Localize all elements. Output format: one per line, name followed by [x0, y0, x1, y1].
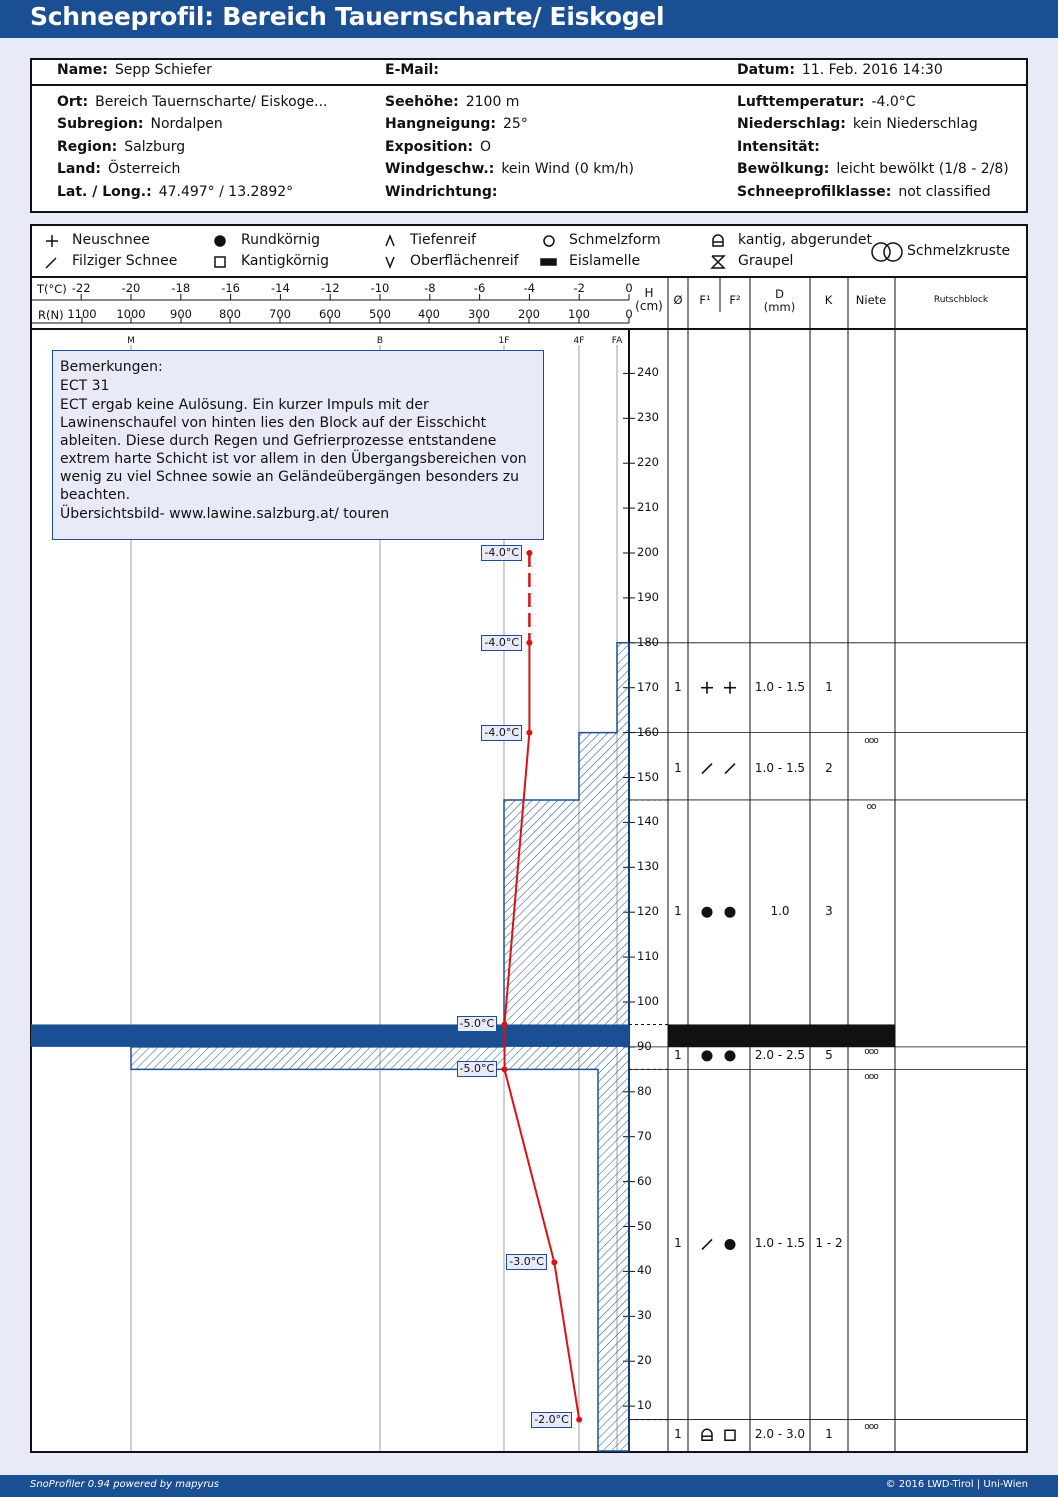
hand-tick-label: B	[376, 336, 384, 346]
filziger-icon	[702, 1239, 712, 1249]
subregion-field: Subregion: Nordalpen	[57, 116, 223, 132]
remarks-line1: ECT 31	[60, 378, 110, 394]
legend-oberflaechenreif: Oberflächenreif	[410, 253, 519, 269]
bewoelkung-field: Bewölkung: leicht bewölkt (1/8 - 2/8)	[737, 161, 1009, 177]
col-d-unit: (mm)	[763, 300, 796, 314]
hand-tick-label: 1F	[498, 336, 510, 346]
name-field: Name: Sepp Schiefer	[57, 62, 212, 78]
layer-d: 1.0	[770, 904, 790, 919]
temperature-point	[502, 1066, 508, 1072]
temperature-point	[526, 730, 532, 736]
layer-d: 1.0 - 1.5	[754, 679, 806, 694]
t-tick-label: -8	[424, 281, 436, 295]
r-tick-label: 800	[219, 307, 241, 321]
kantigkoernig-icon	[725, 1430, 735, 1440]
remarks-line3: Übersichtsbild- www.lawine.salzburg.at/ touren	[60, 506, 390, 522]
t-tick-label: -22	[71, 281, 91, 295]
rundkoernig-icon	[725, 1239, 736, 1250]
layer-d: 2.0 - 3.0	[754, 1427, 806, 1442]
legend-schmelzkruste: Schmelzkruste	[907, 243, 1011, 259]
legend-neuschnee: Neuschnee	[72, 232, 150, 248]
t-axis-label: T(°C)	[37, 282, 67, 296]
h-tick-label: 70	[637, 1128, 652, 1143]
windgeschw-field: Windgeschw.: kein Wind (0 km/h)	[385, 161, 634, 177]
remarks-box	[52, 350, 544, 540]
h-tick-label: 50	[637, 1218, 652, 1233]
h-tick-label: 180	[637, 634, 659, 649]
page-title: Schneeprofil: Bereich Tauernscharte/ Eiskogel	[30, 2, 665, 31]
temperature-label: -4.0°C	[481, 725, 522, 741]
h-tick-label: 230	[637, 410, 659, 425]
legend-eislamelle: Eislamelle	[569, 253, 641, 269]
region-field: Region: Salzburg	[57, 139, 186, 155]
remarks-title: Bemerkungen:	[60, 359, 163, 375]
r-tick-label: 200	[518, 307, 540, 321]
layer-d: 2.0 - 2.5	[754, 1047, 806, 1062]
temperature-point	[576, 1417, 582, 1423]
h-tick-label: 240	[637, 365, 659, 380]
hangneigung-field: Hangneigung: 25°	[385, 116, 528, 132]
eislamelle-icon	[541, 259, 556, 265]
filziger-icon	[46, 258, 56, 268]
footer-right: © 2016 LWD-Tirol | Uni-Wien	[885, 1479, 1028, 1490]
h-tick-label: 160	[637, 724, 659, 739]
layer-oe: 1	[674, 1047, 682, 1062]
oberflaechenreif-icon	[386, 257, 394, 267]
lufttemperatur-field: Lufttemperatur: -4.0°C	[737, 94, 916, 110]
col-niete-header: Niete	[855, 293, 887, 307]
temperature-label: -5.0°C	[457, 1016, 498, 1032]
filziger-icon	[702, 764, 712, 774]
legend-filziger: Filziger Schnee	[72, 253, 178, 269]
footer-left: SnoProfiler 0.94 powered by mapyrus	[30, 1479, 220, 1490]
h-tick-label: 40	[637, 1263, 652, 1278]
legend-kantigkoernig: Kantigkörnig	[241, 253, 329, 269]
remarks-line2: ECT ergab keine Aulösung. Ein kurzer Impuls mit der Lawinenschaufel von hinten lies den Block auf der Eisschicht ableiten. Diese durch Regen und Gefrierprozesse entstandene extrem harte Schicht ist vor allem in den Übergangsbereichen von wenig zu viel Schnee sowie an Geländeübergängen besonders zu beachten.	[60, 397, 527, 503]
t-tick-label: -2	[573, 281, 585, 295]
h-tick-label: 150	[637, 769, 659, 784]
seehoehe-field: Seehöhe: 2100 m	[385, 94, 520, 110]
ort-field: Ort: Bereich Tauernscharte/ Eiskoge...	[57, 94, 328, 110]
layer-k: 1 - 2	[815, 1236, 843, 1251]
h-tick-label: 90	[637, 1038, 652, 1053]
rundkoernig-icon	[702, 907, 713, 918]
h-tick-label: 110	[637, 949, 659, 964]
exposition-field: Exposition: O	[385, 139, 492, 155]
r-tick-label: 300	[468, 307, 490, 321]
layer-oe: 1	[674, 1427, 682, 1442]
kantig-abgerundet-icon	[713, 235, 723, 246]
datum-field: Datum: 11. Feb. 2016 14:30	[737, 62, 943, 78]
filziger-icon	[725, 764, 735, 774]
h-axis-unit: (cm)	[635, 299, 663, 313]
layer-oe: 1	[674, 679, 682, 694]
neuschnee-icon	[701, 682, 713, 694]
temperature-label: -3.0°C	[506, 1254, 547, 1270]
col-f1-header: F¹	[699, 293, 711, 307]
r-tick-label: 1100	[67, 307, 97, 321]
r-tick-label: 1000	[116, 307, 146, 321]
hand-tick-label: M	[127, 336, 135, 346]
layer-k: 5	[825, 1047, 833, 1062]
h-tick-label: 80	[637, 1083, 652, 1098]
kantig-abgerundet-icon	[702, 1429, 712, 1440]
layer-k: 3	[825, 904, 833, 919]
rundkoernig-icon	[702, 1050, 713, 1061]
r-tick-label: 500	[369, 307, 391, 321]
layer-oe: 1	[674, 1236, 682, 1251]
niete-mark: ooo	[864, 1047, 878, 1057]
rundkoernig-icon	[215, 236, 225, 246]
r-tick-label: 400	[418, 307, 440, 321]
graupel-icon	[712, 256, 724, 268]
hand-tick-label: 4F	[573, 336, 585, 346]
niete-mark: oo	[866, 802, 876, 812]
t-tick-label: -16	[221, 281, 240, 295]
email-field: E-Mail:	[385, 62, 439, 78]
r-tick-label: 100	[568, 307, 590, 321]
temperature-point	[526, 550, 532, 556]
col-f2-header: F²	[729, 293, 741, 307]
legend-kantig-abgerundet: kantig, abgerundet	[738, 232, 872, 248]
niete-mark: ooo	[864, 736, 878, 746]
layer-k: 1	[825, 679, 833, 694]
h-tick-label: 220	[637, 455, 659, 470]
h-tick-label: 60	[637, 1173, 652, 1188]
col-oe-header: Ø	[673, 293, 683, 307]
h-tick-label: 100	[637, 994, 659, 1008]
t-tick-label: -12	[320, 281, 340, 295]
layer-d: 1.0 - 1.5	[754, 1236, 806, 1251]
t-tick-label: -10	[370, 281, 390, 295]
profilklasse-field: Schneeprofilklasse: not classified	[737, 184, 991, 200]
niete-mark: ooo	[864, 1072, 878, 1082]
ice-layer-table-band	[668, 1024, 895, 1046]
h-tick-label: 20	[637, 1353, 652, 1368]
niederschlag-field: Niederschlag: kein Niederschlag	[737, 116, 978, 132]
r-tick-label: 700	[269, 307, 291, 321]
neuschnee-icon	[724, 682, 736, 694]
t-tick-label: -20	[121, 281, 141, 295]
r-tick-label: 600	[319, 307, 341, 321]
niete-mark: ooo	[864, 1422, 878, 1432]
h-tick-label: 130	[637, 859, 659, 874]
h-tick-label: 120	[637, 904, 659, 919]
tiefenreif-icon	[386, 236, 394, 246]
layer-oe: 1	[674, 904, 682, 919]
h-tick-label: 200	[637, 545, 659, 559]
temperature-label: -2.0°C	[531, 1412, 572, 1428]
schmelzkruste-icon	[872, 243, 902, 261]
t-tick-label: -14	[270, 281, 290, 295]
kantigkoernig-icon	[215, 257, 225, 267]
r-tick-label: 900	[170, 307, 192, 321]
schmelzform-icon	[544, 236, 554, 246]
t-tick-label: 0	[625, 281, 633, 295]
col-k-header: K	[824, 293, 833, 307]
temperature-label: -4.0°C	[481, 635, 522, 651]
h-tick-label: 190	[637, 589, 659, 604]
latlong-field: Lat. / Long.: 47.497° / 13.2892°	[57, 184, 294, 200]
temperature-label: -4.0°C	[481, 545, 522, 561]
temperature-point	[551, 1259, 557, 1265]
windrichtung-field: Windrichtung:	[385, 184, 498, 200]
rundkoernig-icon	[725, 1050, 736, 1061]
r-tick-label: 0	[625, 307, 633, 321]
ice-layer-band	[31, 1024, 629, 1046]
col-d-header: D	[775, 287, 784, 301]
layer-oe: 1	[674, 760, 682, 775]
temperature-label: -5.0°C	[457, 1061, 498, 1077]
rundkoernig-icon	[725, 907, 736, 918]
h-tick-label: 10	[637, 1398, 652, 1413]
layer-d: 1.0 - 1.5	[754, 760, 806, 775]
legend-graupel: Graupel	[738, 253, 794, 269]
r-axis-label: R(N)	[38, 308, 64, 322]
land-field: Land: Österreich	[57, 161, 181, 177]
col-rutschblock-header: Rutschblock	[933, 295, 989, 305]
t-tick-label: -18	[171, 281, 191, 295]
h-tick-label: 140	[637, 814, 659, 829]
legend-schmelzform: Schmelzform	[569, 232, 661, 248]
h-tick-label: 210	[637, 500, 659, 515]
legend-tiefenreif: Tiefenreif	[410, 232, 476, 248]
temperature-point	[502, 1021, 508, 1027]
h-tick-label: 170	[637, 679, 659, 694]
intensitaet-field: Intensität:	[737, 139, 820, 155]
t-tick-label: -6	[473, 281, 486, 295]
t-tick-label: -4	[523, 281, 536, 295]
h-axis-label: H	[644, 286, 654, 300]
neuschnee-icon	[46, 235, 58, 247]
hand-tick-label: FA	[611, 336, 623, 346]
legend-rundkoernig: Rundkörnig	[241, 232, 321, 248]
layer-k: 2	[825, 760, 833, 775]
temperature-point	[526, 640, 532, 646]
h-tick-label: 30	[637, 1308, 652, 1323]
layer-k: 1	[825, 1427, 833, 1442]
